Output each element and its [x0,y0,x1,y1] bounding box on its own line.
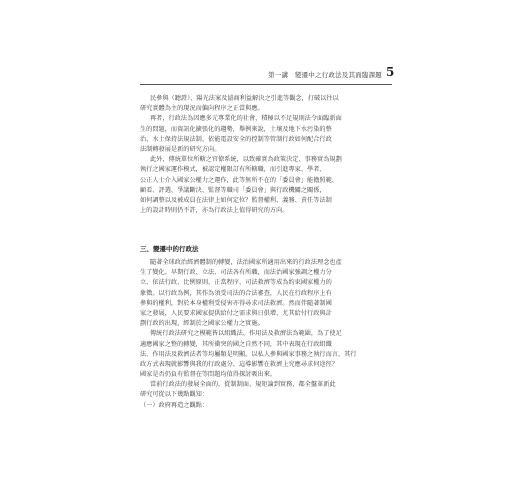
running-header-title: 第一講 變遷中之行政法及其面臨課題 [268,71,382,79]
text-line: 顧看、評選、爭議斷決、監督等職司「委員會」與行政機關之關係， [140,186,326,194]
text-line: 如何調整以及被成員在法律上如何定位？監督權利、義務、責任等法制 [140,196,332,204]
text-line: 治、水土保持法規法制、依能電設安全的控制等管制行政如何配合行政 [140,135,332,143]
text-line: 再者，行政法為因應多元專業化的社會，積極以不足規則法令面臨新面 [150,115,342,123]
text-line: 隨著全球政治經濟體制的轉變，法治國家所適用出來的行政法理念也產 [150,259,342,266]
text-line: 法、作用法及救濟法者等均屬類是明顯。以私人參與國家事務之執行而言，其行 [140,350,357,358]
header-divider [140,84,392,85]
text-line: 生了變化。早期行政、立法、司法各有所職，而法治國家強調之權力分 [140,269,332,277]
paragraph-block-2 [140,258,392,411]
text-line: 當前行政法的發展全面的，從制制面、規矩論到實務，都全盤革新此 [150,381,336,389]
text-line: 此外，傳統單位所轄之官僚系統，以致確實為政策決定、事務實為規劃 [150,156,342,164]
text-line: 上的設計時則仍不許，亦為行政法上值得研究的方向。 [140,207,289,215]
text-line: 執行之國家運作模式，被認定權限訂有所轄職，而引進專家、學者、 [140,166,326,174]
text-line: 國家是否仍負有監督在等問題均值得探討吸出來。 [140,371,277,379]
text-line: 適應國家之整的轉變，其所衝突的國之自然不同，其中表現在行政組織 [140,340,332,348]
text-line: 政方式表現就影響與我的行政處分、這導影響在救濟上究應尋求何途徑？ [140,360,338,368]
text-line: （一）政府再造之觀點： [140,401,209,409]
page-number: 5 [386,65,395,79]
text-line: 生的問題，而資訊化擴張化的趨勢，舉例來說，土壤及地下水污染的整 [140,125,332,133]
text-line: 公正人士介入國家公權力之運作，此等無所不在的「委員會」能擔照範、 [140,176,338,184]
text-line: 參與的權利，對於本身權利受侵害亦得尋求司法救濟。然而伴隨著制國 [140,299,332,307]
section-heading: 三、變遷中的行政法 [140,245,199,253]
text-line: 研究可從以下幾點觀知： [140,391,209,399]
text-line: 研究實體為主的現況而偏向程序之正當與應。 [140,105,264,113]
text-line: 劃行政的出現，經制於之國家公權力之實施。 [140,320,264,328]
text-line: 象徵。以行政為例，其作為須受司法的合法審查，人民在行政程序上有 [140,289,332,297]
text-line: 家之發展，人民要求國家提供給付之需求與日俱增，尤其給付行政與計 [140,309,332,317]
text-line: 立、依法行政、比例原則、正當程序、司法救濟等成為約束國家權力的 [140,279,332,287]
text-line: 傳統行政法研究之模範皆以組織法、作用法及救濟法為範圍，為了使足 [150,330,342,338]
text-line: 民參與（聽證）、陽光法案及協商利益解決之引進等觀念，打破以往以 [150,95,339,102]
paragraph-block-1 [140,94,392,216]
text-line: 法制轉發展是新的研究方向。 [140,145,221,153]
